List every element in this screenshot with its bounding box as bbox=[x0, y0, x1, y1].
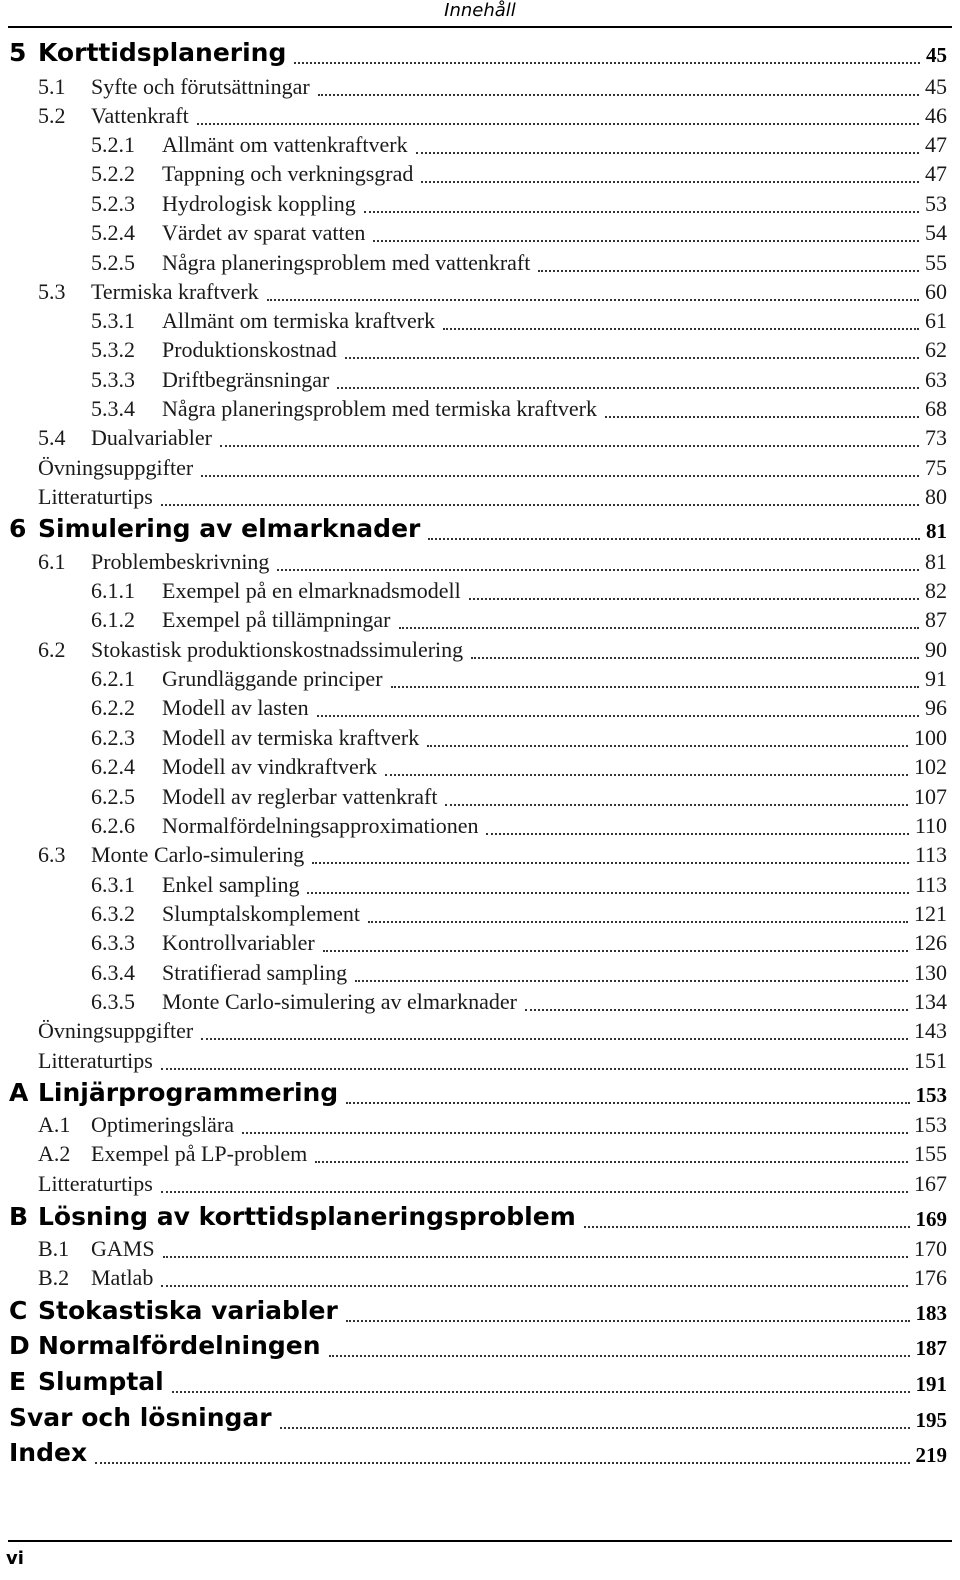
toc-entry-page: 68 bbox=[925, 396, 947, 421]
toc-entry-page: 46 bbox=[925, 103, 947, 128]
toc-entry-page: 130 bbox=[914, 960, 947, 985]
toc-entry-number: C bbox=[9, 1296, 28, 1325]
toc-entry-title: Modell av reglerbar vattenkraft bbox=[162, 784, 443, 810]
toc-entry-title: Stokastisk produktionskostnadssimulering bbox=[91, 637, 469, 663]
dot-leader bbox=[267, 299, 919, 301]
toc-entry-title: Tappning och verkningsgrad bbox=[162, 161, 419, 187]
dot-leader bbox=[294, 62, 920, 64]
toc-entry-number: 5.3.1 bbox=[91, 308, 135, 333]
dot-leader bbox=[318, 94, 919, 96]
toc-entry-title: Övningsuppgifter bbox=[38, 1018, 199, 1044]
toc-entry-number: 6.3.4 bbox=[91, 960, 135, 985]
dot-leader bbox=[385, 774, 908, 776]
toc-entry-page: 80 bbox=[925, 484, 947, 509]
toc-entry-title: Allmänt om termiska kraftverk bbox=[162, 308, 441, 334]
toc-entry-title: Syfte och förutsättningar bbox=[91, 74, 316, 100]
toc-entry-title: Svar och lösningar bbox=[9, 1403, 278, 1433]
page-number: vi bbox=[6, 1548, 24, 1569]
toc-entry-page: 183 bbox=[915, 1301, 947, 1325]
toc-entry-number: 5.1 bbox=[38, 74, 66, 99]
toc-entry-title: Simulering av elmarknader bbox=[38, 514, 426, 544]
toc-entry-title: Termiska kraftverk bbox=[91, 279, 265, 305]
header-rule bbox=[8, 26, 952, 28]
toc-entry-number: B.1 bbox=[38, 1236, 70, 1261]
toc-entry-page: 75 bbox=[925, 455, 947, 480]
toc-entry-page: 143 bbox=[914, 1018, 947, 1043]
toc-entry-title: Övningsuppgifter bbox=[38, 455, 199, 481]
toc-entry-number: 5.3.4 bbox=[91, 396, 135, 421]
dot-leader bbox=[391, 686, 919, 688]
dot-leader bbox=[161, 1191, 908, 1193]
toc-entry-page: 61 bbox=[925, 308, 947, 333]
toc-entry-number: 5.2.5 bbox=[91, 250, 135, 275]
dot-leader bbox=[172, 1391, 910, 1393]
toc-entry-number: A.1 bbox=[38, 1112, 71, 1137]
toc-entry-title: Lösning av korttidsplaneringsproblem bbox=[38, 1202, 582, 1232]
toc-entry-title: Problembeskrivning bbox=[91, 549, 275, 575]
dot-leader bbox=[605, 416, 919, 418]
toc-entry-page: 107 bbox=[914, 784, 947, 809]
dot-leader bbox=[428, 538, 920, 540]
dot-leader bbox=[416, 152, 919, 154]
toc-entry-title: GAMS bbox=[91, 1236, 161, 1262]
dot-leader bbox=[538, 270, 919, 272]
toc-entry-title: Litteraturtips bbox=[38, 484, 159, 510]
toc-entry-number: 5.2 bbox=[38, 103, 66, 128]
toc-entry-number: 6 bbox=[9, 514, 27, 543]
toc-entry-page: 45 bbox=[926, 43, 947, 67]
dot-leader bbox=[317, 715, 919, 717]
dot-leader bbox=[163, 1256, 908, 1258]
dot-leader bbox=[346, 1320, 910, 1322]
dot-leader bbox=[277, 569, 919, 571]
toc-entry-page: 113 bbox=[914, 872, 947, 897]
toc-entry-page: 54 bbox=[925, 220, 947, 245]
toc-entry-title: Enkel sampling bbox=[162, 872, 305, 898]
toc-entry-page: 167 bbox=[914, 1171, 947, 1196]
toc-entry-title: Stratifierad sampling bbox=[162, 960, 353, 986]
toc-entry-page: 100 bbox=[914, 725, 947, 750]
dot-leader bbox=[161, 504, 919, 506]
toc-entry-title: Dualvariabler bbox=[91, 425, 218, 451]
toc-entry-title: Några planeringsproblem med vattenkraft bbox=[162, 250, 536, 276]
toc-entry-page: 73 bbox=[925, 425, 947, 450]
toc-entry-page: 153 bbox=[915, 1083, 947, 1107]
toc-entry-title: Kontrollvariabler bbox=[162, 930, 321, 956]
toc-entry-number: D bbox=[9, 1331, 30, 1360]
toc-entry-number: 6.3 bbox=[38, 842, 66, 867]
toc-entry-title: Litteraturtips bbox=[38, 1171, 159, 1197]
dot-leader bbox=[315, 1161, 908, 1163]
toc-entry-page: 113 bbox=[914, 842, 947, 867]
toc-entry-page: 53 bbox=[925, 191, 947, 216]
toc-entry-page: 45 bbox=[925, 74, 947, 99]
toc-entry-title: Exempel på LP-problem bbox=[91, 1141, 313, 1167]
toc-entry-title: Normalfördelningsapproximationen bbox=[162, 813, 484, 839]
toc-entry-page: 90 bbox=[925, 637, 947, 662]
toc-entry-title: Normalfördelningen bbox=[38, 1331, 327, 1361]
toc-entry-page: 155 bbox=[914, 1141, 947, 1166]
toc-entry-number: 6.1.2 bbox=[91, 607, 135, 632]
toc-entry-page: 63 bbox=[925, 367, 947, 392]
footer-rule bbox=[8, 1540, 952, 1542]
dot-leader bbox=[161, 1068, 908, 1070]
dot-leader bbox=[337, 387, 919, 389]
dot-leader bbox=[471, 657, 919, 659]
toc-entry-title: Värdet av sparat vatten bbox=[162, 220, 371, 246]
toc-entry-number: 5.2.1 bbox=[91, 132, 135, 157]
toc-entry-page: 81 bbox=[925, 549, 947, 574]
dot-leader bbox=[355, 980, 908, 982]
toc-entry-number: 6.2.1 bbox=[91, 666, 135, 691]
toc-entry-page: 134 bbox=[914, 989, 947, 1014]
page-footer bbox=[0, 1540, 960, 1580]
toc-entry-title: Slumptal bbox=[38, 1367, 170, 1397]
dot-leader bbox=[197, 123, 919, 125]
dot-leader bbox=[443, 328, 919, 330]
dot-leader bbox=[525, 1009, 908, 1011]
toc-entry-number: 5.4 bbox=[38, 425, 66, 450]
toc-entry-number: 5.3 bbox=[38, 279, 66, 304]
toc-entry-number: B.2 bbox=[38, 1265, 70, 1290]
toc-entry-title: Linjärprogrammering bbox=[38, 1078, 344, 1108]
toc-entry-number: 6.2.4 bbox=[91, 754, 135, 779]
toc-entry-title: Modell av vindkraftverk bbox=[162, 754, 383, 780]
toc-entry-page: 47 bbox=[925, 161, 947, 186]
toc-entry-number: 6.2 bbox=[38, 637, 66, 662]
dot-leader bbox=[421, 181, 919, 183]
dot-leader bbox=[445, 804, 908, 806]
dot-leader bbox=[323, 950, 908, 952]
dot-leader bbox=[242, 1132, 908, 1134]
toc-entry-number: 6.3.2 bbox=[91, 901, 135, 926]
toc-entry-page: 151 bbox=[914, 1048, 947, 1073]
dot-leader bbox=[345, 357, 919, 359]
toc-entry-page: 176 bbox=[914, 1265, 947, 1290]
toc-entry-number: 6.3.3 bbox=[91, 930, 135, 955]
toc-entry-number: A.2 bbox=[38, 1141, 71, 1166]
toc-entry-page: 121 bbox=[914, 901, 947, 926]
running-header-title: Innehåll bbox=[444, 0, 516, 21]
toc-entry-page: 96 bbox=[925, 695, 947, 720]
toc-entry-number: 5.3.3 bbox=[91, 367, 135, 392]
toc-entry-page: 82 bbox=[925, 578, 947, 603]
toc-entry-number: 6.2.3 bbox=[91, 725, 135, 750]
dot-leader bbox=[280, 1427, 910, 1429]
toc-entry-title: Korttidsplanering bbox=[38, 38, 292, 68]
toc-entry-number: 5.2.3 bbox=[91, 191, 135, 216]
toc-entry-page: 195 bbox=[915, 1408, 947, 1432]
toc-entry-title: Matlab bbox=[91, 1265, 159, 1291]
dot-leader bbox=[95, 1462, 910, 1464]
dot-leader bbox=[364, 211, 919, 213]
toc-entry-title: Produktionskostnad bbox=[162, 337, 343, 363]
toc-entry-page: 170 bbox=[914, 1236, 947, 1261]
dot-leader bbox=[161, 1285, 908, 1287]
dot-leader bbox=[201, 1038, 908, 1040]
toc-entry-page: 60 bbox=[925, 279, 947, 304]
toc-entry-number: 6.1.1 bbox=[91, 578, 135, 603]
toc-entry-number: 6.3.1 bbox=[91, 872, 135, 897]
toc-entry-title: Driftbegränsningar bbox=[162, 367, 335, 393]
toc-entry-title: Allmänt om vattenkraftverk bbox=[162, 132, 414, 158]
toc-entry-title: Index bbox=[9, 1438, 93, 1468]
toc-entry-page: 110 bbox=[914, 813, 947, 838]
dot-leader bbox=[346, 1102, 910, 1104]
toc-entry-page: 102 bbox=[914, 754, 947, 779]
toc-entry-title: Modell av lasten bbox=[162, 695, 315, 721]
dot-leader bbox=[312, 862, 909, 864]
dot-leader bbox=[220, 445, 919, 447]
toc-entry-number: B bbox=[9, 1202, 29, 1231]
toc-entry-number: 5 bbox=[9, 38, 27, 67]
toc-entry-number: E bbox=[9, 1367, 27, 1396]
toc-entry-title: Exempel på tillämpningar bbox=[162, 607, 397, 633]
toc-entry-number: 6.2.6 bbox=[91, 813, 135, 838]
toc-entry-title: Exempel på en elmarknadsmodell bbox=[162, 578, 467, 604]
toc-entry-number: 6.2.2 bbox=[91, 695, 135, 720]
toc-entry-page: 187 bbox=[915, 1336, 947, 1360]
toc-entry-title: Optimeringslära bbox=[91, 1112, 240, 1138]
dot-leader bbox=[469, 598, 919, 600]
toc-entry-title: Monte Carlo-simulering av elmarknader bbox=[162, 989, 523, 1015]
toc-entry-title: Vattenkraft bbox=[91, 103, 195, 129]
toc-entry-title: Några planeringsproblem med termiska kraftverk bbox=[162, 396, 603, 422]
toc-entry-title: Stokastiska variabler bbox=[38, 1296, 344, 1326]
toc-entry-page: 55 bbox=[925, 250, 947, 275]
dot-leader bbox=[368, 921, 908, 923]
toc-entry-page: 169 bbox=[915, 1207, 947, 1231]
toc-entry-title: Slumptalskomplement bbox=[162, 901, 366, 927]
toc-entry-page: 153 bbox=[914, 1112, 947, 1137]
toc-entry-number: 5.2.2 bbox=[91, 161, 135, 186]
dot-leader bbox=[399, 627, 919, 629]
toc-entry-page: 91 bbox=[925, 666, 947, 691]
toc-entry-page: 126 bbox=[914, 930, 947, 955]
toc-entry-page: 191 bbox=[915, 1372, 947, 1396]
toc-entry-number: A bbox=[9, 1078, 29, 1107]
dot-leader bbox=[373, 240, 919, 242]
toc-entry-page: 47 bbox=[925, 132, 947, 157]
toc-entry-page: 62 bbox=[925, 337, 947, 362]
page-header bbox=[0, 0, 960, 26]
toc-entry-page: 87 bbox=[925, 607, 947, 632]
toc-entry-page: 81 bbox=[926, 519, 947, 543]
toc-entry-number: 6.2.5 bbox=[91, 784, 135, 809]
toc-entry-title: Grundläggande principer bbox=[162, 666, 389, 692]
toc-entry-title: Litteraturtips bbox=[38, 1048, 159, 1074]
toc-entry-title: Hydrologisk koppling bbox=[162, 191, 362, 217]
dot-leader bbox=[584, 1226, 910, 1228]
dot-leader bbox=[427, 745, 908, 747]
dot-leader bbox=[201, 475, 919, 477]
toc-entry-number: 5.3.2 bbox=[91, 337, 135, 362]
toc-entry-number: 5.2.4 bbox=[91, 220, 135, 245]
toc-entry-title: Monte Carlo-simulering bbox=[91, 842, 310, 868]
dot-leader bbox=[329, 1355, 910, 1357]
toc-entry-title: Modell av termiska kraftverk bbox=[162, 725, 425, 751]
toc-entry-page: 219 bbox=[915, 1443, 947, 1467]
toc-entry-number: 6.1 bbox=[38, 549, 66, 574]
dot-leader bbox=[486, 833, 909, 835]
toc-entry-number: 6.3.5 bbox=[91, 989, 135, 1014]
dot-leader bbox=[307, 892, 909, 894]
